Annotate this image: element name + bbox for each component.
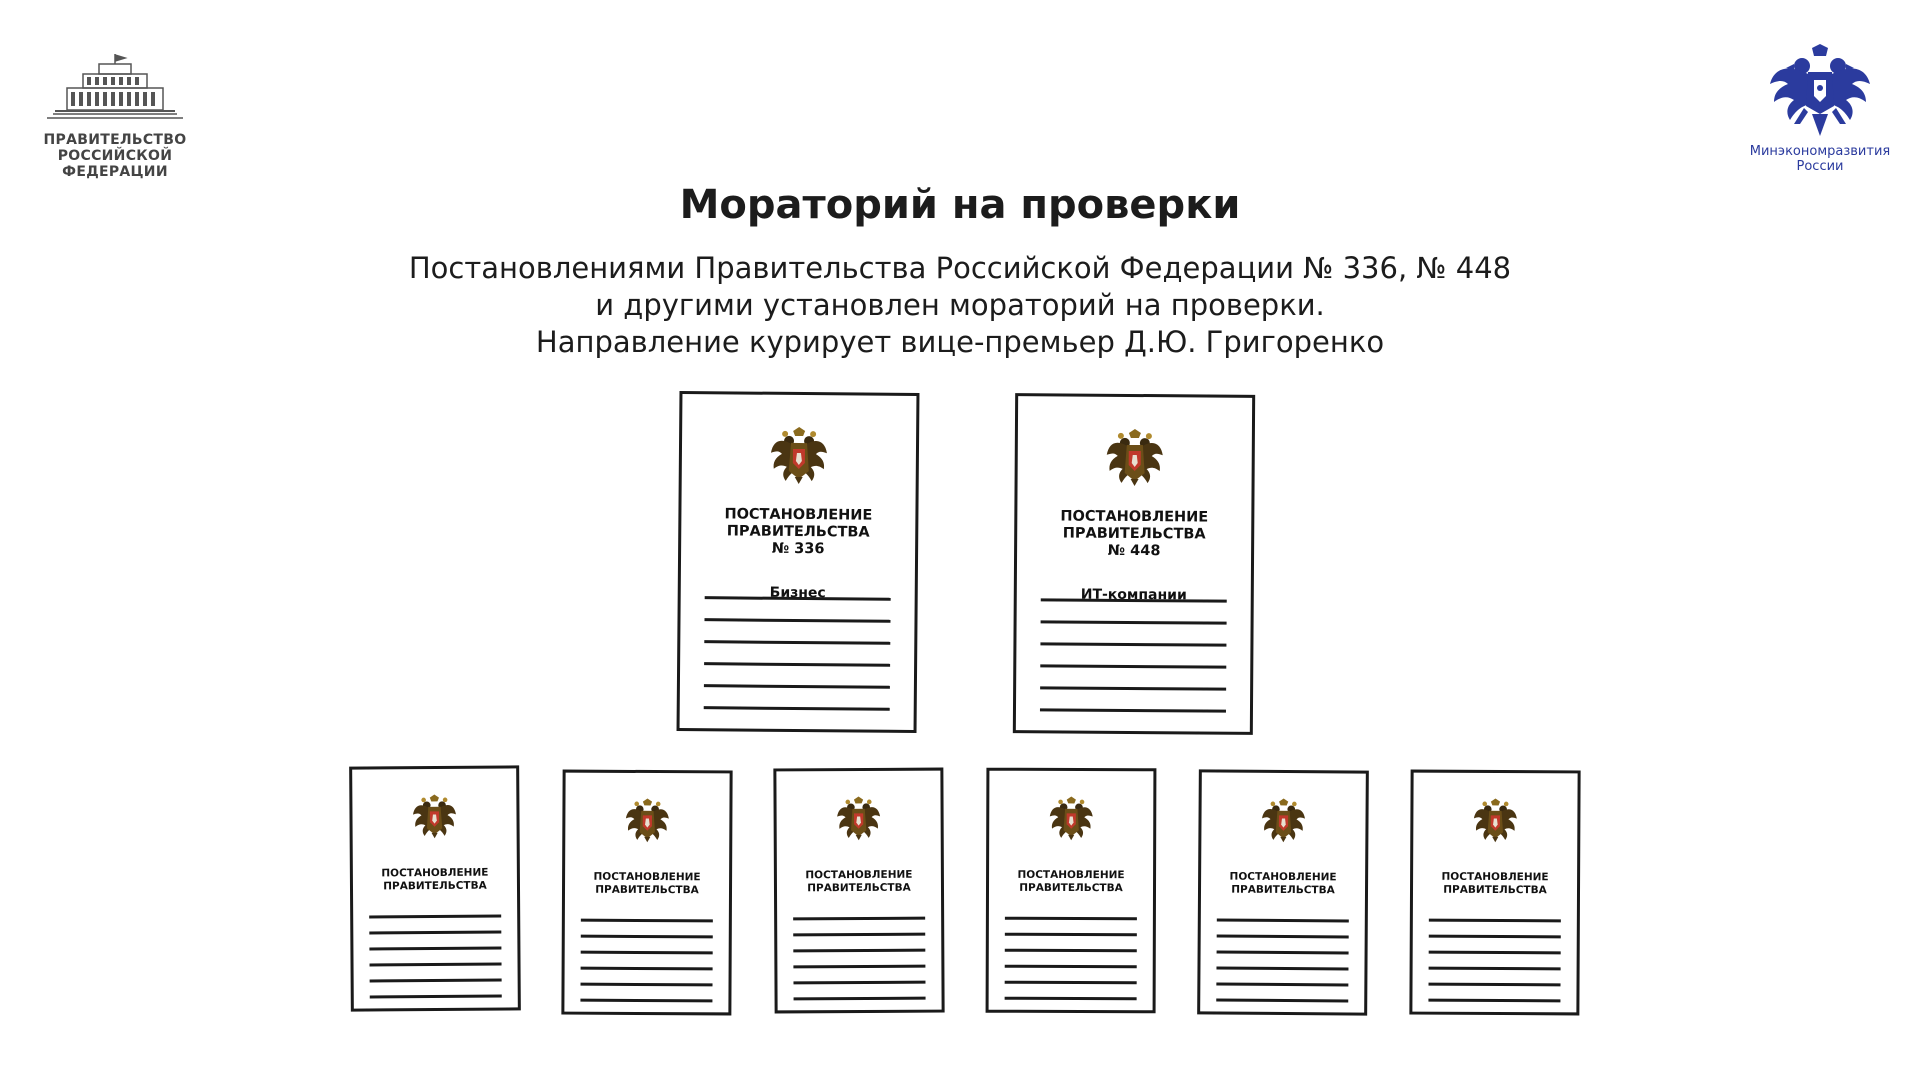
- document-text-lines: [704, 596, 891, 730]
- document-decree: [349, 765, 521, 1011]
- document-title-line: ПРАВИТЕЛЬСТВА: [1231, 883, 1335, 897]
- document-title: [1413, 871, 1577, 898]
- document-decree-448: [1013, 393, 1255, 735]
- government-logo-text: [40, 132, 190, 180]
- subtitle-line: и другими установлен мораторий на проверки.: [595, 288, 1325, 322]
- document-title-line: ПРАВИТЕЛЬСТВА: [1019, 881, 1123, 895]
- document-title: [681, 506, 915, 559]
- government-logo-line: РОССИЙСКОЙ: [57, 148, 173, 164]
- document-decree: [986, 768, 1157, 1014]
- document-subject: Бизнес: [769, 584, 826, 602]
- document-title-line: ПРАВИТЕЛЬСТВА: [383, 879, 487, 893]
- document-text-lines: [1216, 919, 1349, 1016]
- document-title-line: ПРАВИТЕЛЬСТВА: [807, 881, 911, 895]
- document-decree: [773, 768, 944, 1014]
- coat-of-arms-icon: [624, 797, 670, 843]
- document-title-line: ПОСТАНОВЛЕНИЕ: [593, 870, 701, 884]
- document-title-line: ПРАВИТЕЛЬСТВА: [1062, 525, 1206, 543]
- subtitle-line: Постановлениями Правительства Российской Федерации № 336, № 448: [408, 251, 1512, 285]
- document-title: [777, 869, 941, 896]
- document-title-line: ПОСТАНОВЛЕНИЕ: [724, 506, 873, 524]
- ministry-logo-line: Минэкономразвития: [1749, 144, 1891, 159]
- coat-of-arms-icon: [769, 425, 830, 486]
- document-title: [1201, 870, 1365, 897]
- document-title-line: ПОСТАНОВЛЕНИЕ: [1017, 868, 1125, 882]
- document-text-lines: [1428, 919, 1561, 1016]
- document-text-lines: [793, 917, 926, 1014]
- coat-of-arms-icon: [1105, 427, 1165, 487]
- document-title: [565, 871, 729, 898]
- document-text-lines: [580, 919, 713, 1016]
- government-logo-line: ФЕДЕРАЦИИ: [62, 164, 168, 180]
- document-text-lines: [1005, 917, 1137, 1013]
- coat-of-arms-icon: [411, 793, 457, 839]
- slide-subtitle: [0, 250, 1920, 361]
- subtitle-line: Направление курирует вице-премьер Д.Ю. Григоренко: [535, 325, 1385, 359]
- document-title-line: ПОСТАНОВЛЕНИЕ: [1229, 870, 1337, 884]
- document-text-lines: [369, 915, 502, 1012]
- document-decree: [1409, 770, 1580, 1016]
- double-headed-eagle-icon: [1768, 44, 1872, 140]
- coat-of-arms-icon: [836, 795, 882, 841]
- document-title: [353, 866, 517, 893]
- document-decree-336: [677, 391, 920, 733]
- document-title-line: ПОСТАНОВЛЕНИЕ: [1441, 870, 1549, 884]
- document-decree: [1197, 769, 1369, 1015]
- document-title: [989, 869, 1153, 896]
- document-title-line: № 336: [771, 540, 825, 558]
- document-title-line: ПРАВИТЕЛЬСТВА: [1443, 883, 1547, 897]
- government-logo: [40, 52, 190, 180]
- ministry-logo: [1740, 44, 1900, 174]
- document-title-line: ПОСТАНОВЛЕНИЕ: [381, 866, 489, 880]
- document-title-line: ПОСТАНОВЛЕНИЕ: [805, 868, 913, 882]
- document-title-line: ПОСТАНОВЛЕНИЕ: [1060, 508, 1209, 526]
- coat-of-arms-icon: [1260, 797, 1306, 843]
- document-subject: ИТ-компании: [1080, 586, 1187, 604]
- coat-of-arms-icon: [1472, 797, 1518, 843]
- document-title: [1017, 508, 1251, 561]
- coat-of-arms-icon: [1048, 795, 1094, 841]
- slide-title: Мораторий на проверки: [679, 182, 1241, 228]
- document-title-line: № 448: [1107, 542, 1161, 560]
- government-building-icon: [45, 52, 185, 122]
- government-logo-line: ПРАВИТЕЛЬСТВО: [43, 132, 187, 148]
- document-title-line: ПРАВИТЕЛЬСТВА: [595, 883, 699, 897]
- ministry-logo-line: России: [1796, 159, 1844, 174]
- document-title-line: ПРАВИТЕЛЬСТВА: [726, 523, 870, 541]
- document-decree: [561, 770, 732, 1016]
- ministry-logo-text: [1740, 144, 1900, 174]
- document-text-lines: [1040, 598, 1227, 731]
